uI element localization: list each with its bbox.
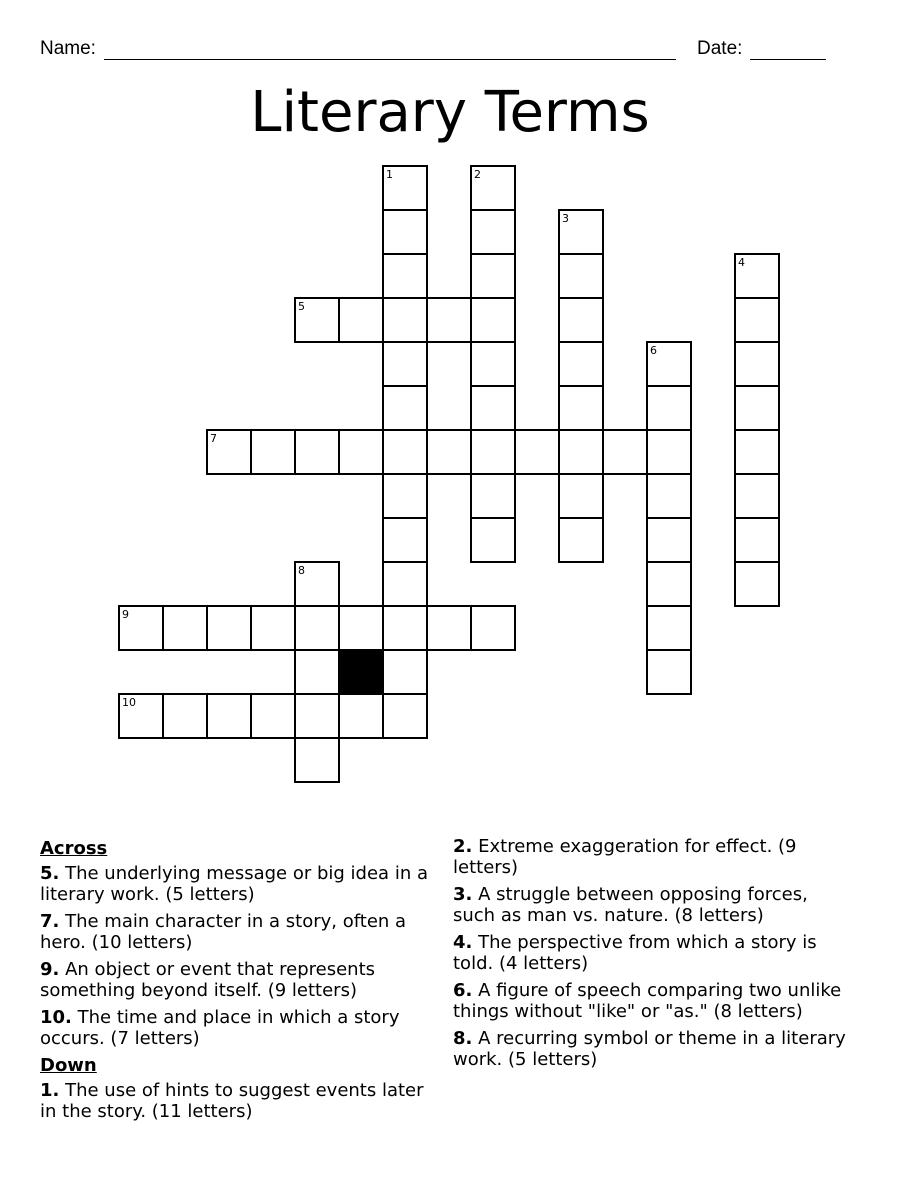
clue-text: A figure of speech comparing two unlike things without "like" or "as." (8 letters)	[453, 980, 842, 1022]
grid-cell[interactable]	[471, 518, 515, 562]
clue-number: 2.	[453, 836, 473, 857]
clue-text: The use of hints to suggest events later in the story. (11 letters)	[40, 1080, 424, 1122]
page-title: Literary Terms	[250, 80, 650, 145]
grid-cell[interactable]	[471, 606, 515, 650]
grid-cell[interactable]	[559, 254, 603, 298]
clue-text: The main character in a story, often a hero. (10 letters)	[40, 911, 407, 953]
clue-number: 3.	[453, 884, 473, 905]
grid-cell[interactable]	[735, 562, 779, 606]
grid-cell[interactable]	[383, 694, 427, 738]
name-label: Name:	[40, 38, 96, 59]
grid-cell[interactable]	[471, 210, 515, 254]
grid-cell[interactable]	[383, 606, 427, 650]
grid-cell[interactable]	[339, 298, 383, 342]
cell-number: 10	[122, 696, 136, 709]
grid-cell[interactable]	[251, 606, 295, 650]
clue-number: 6.	[453, 980, 473, 1001]
grid-cell[interactable]	[471, 254, 515, 298]
cell-number: 1	[386, 168, 393, 181]
grid-cell[interactable]	[735, 474, 779, 518]
grid-cell[interactable]	[471, 430, 515, 474]
grid-cell[interactable]	[559, 430, 603, 474]
clue-text: The time and place in which a story occurs. (7 letters)	[40, 1007, 400, 1049]
grid-cell[interactable]	[559, 298, 603, 342]
grid-cell[interactable]	[339, 694, 383, 738]
date-label: Date:	[697, 38, 743, 59]
clue-down-6	[453, 980, 853, 1022]
grid-cell[interactable]	[383, 562, 427, 606]
cell-number: 4	[738, 256, 745, 269]
clue-number: 10.	[40, 1007, 72, 1028]
clue-number: 9.	[40, 959, 60, 980]
clue-down-1	[40, 1080, 440, 1122]
grid-cell[interactable]	[383, 210, 427, 254]
grid-cell[interactable]	[295, 606, 339, 650]
grid-cell[interactable]	[735, 518, 779, 562]
grid-cell[interactable]	[735, 342, 779, 386]
grid-cell[interactable]	[383, 386, 427, 430]
grid-cell[interactable]	[647, 386, 691, 430]
grid-cell[interactable]	[471, 386, 515, 430]
clue-number: 7.	[40, 911, 60, 932]
clue-down-4	[453, 932, 853, 974]
grid-cell[interactable]	[295, 694, 339, 738]
grid-cell[interactable]	[163, 694, 207, 738]
grid-cell[interactable]	[383, 342, 427, 386]
grid-cell[interactable]	[251, 694, 295, 738]
grid-cell[interactable]	[471, 474, 515, 518]
grid-cell[interactable]	[163, 606, 207, 650]
clue-number: 4.	[453, 932, 473, 953]
cell-number: 5	[298, 300, 305, 313]
across-heading: Across	[40, 838, 108, 859]
grid-cell[interactable]	[735, 430, 779, 474]
cell-number: 3	[562, 212, 569, 225]
grid-cell[interactable]	[207, 606, 251, 650]
grid-cell[interactable]	[647, 562, 691, 606]
black-cell	[339, 650, 383, 694]
grid-cell[interactable]	[515, 430, 559, 474]
grid-cell[interactable]	[559, 342, 603, 386]
clue-across-10	[40, 1007, 440, 1049]
clue-text: A struggle between opposing forces, such as man vs. nature. (8 letters)	[453, 884, 808, 926]
grid-cell[interactable]	[559, 386, 603, 430]
clue-text: The underlying message or big idea in a literary work. (5 letters)	[40, 863, 428, 905]
clues-left-column	[40, 836, 440, 1128]
cell-number: 7	[210, 432, 217, 445]
grid-cell[interactable]	[647, 518, 691, 562]
grid-cell[interactable]	[471, 342, 515, 386]
grid-cell[interactable]	[383, 650, 427, 694]
grid-cell[interactable]	[383, 298, 427, 342]
clue-text: The perspective from which a story is told. (4 letters)	[453, 932, 817, 974]
cell-number: 6	[650, 344, 657, 357]
clue-across-5	[40, 863, 440, 905]
clue-text: A recurring symbol or theme in a literary work. (5 letters)	[453, 1028, 846, 1070]
grid-cell[interactable]	[339, 430, 383, 474]
cell-number: 2	[474, 168, 481, 181]
grid-cell[interactable]	[383, 430, 427, 474]
clue-down-8	[453, 1028, 853, 1070]
down-heading: Down	[40, 1055, 97, 1076]
grid-cell[interactable]	[427, 606, 471, 650]
grid-cell[interactable]	[339, 606, 383, 650]
clue-text: An object or event that represents something beyond itself. (9 letters)	[40, 959, 376, 1001]
grid-cell[interactable]	[735, 298, 779, 342]
clue-down-2	[453, 836, 853, 878]
grid-cell[interactable]	[383, 518, 427, 562]
clue-number: 8.	[453, 1028, 473, 1049]
grid-cell[interactable]	[207, 694, 251, 738]
clue-text: Extreme exaggeration for effect. (9 letters)	[453, 836, 797, 878]
grid-cell[interactable]	[647, 474, 691, 518]
grid-cell[interactable]	[559, 518, 603, 562]
grid-cell[interactable]	[427, 298, 471, 342]
clue-down-3	[453, 884, 853, 926]
grid-cell[interactable]	[383, 254, 427, 298]
cell-number: 9	[122, 608, 129, 621]
grid-cell[interactable]	[295, 738, 339, 782]
grid-cell[interactable]	[295, 650, 339, 694]
clues-right-column	[453, 836, 853, 1076]
grid-cell[interactable]	[427, 430, 471, 474]
grid-cell[interactable]	[647, 606, 691, 650]
grid-cell[interactable]	[295, 430, 339, 474]
grid-cell[interactable]	[735, 386, 779, 430]
clue-number: 5.	[40, 863, 60, 884]
grid-cell[interactable]	[383, 474, 427, 518]
grid-cell[interactable]	[647, 650, 691, 694]
grid-cell[interactable]	[559, 474, 603, 518]
clue-number: 1.	[40, 1080, 60, 1101]
grid-cell[interactable]	[647, 430, 691, 474]
cell-number: 8	[298, 564, 305, 577]
grid-cell[interactable]	[603, 430, 647, 474]
grid-cell[interactable]	[251, 430, 295, 474]
clue-across-7	[40, 911, 440, 953]
clue-across-9	[40, 959, 440, 1001]
grid-cell[interactable]	[471, 298, 515, 342]
